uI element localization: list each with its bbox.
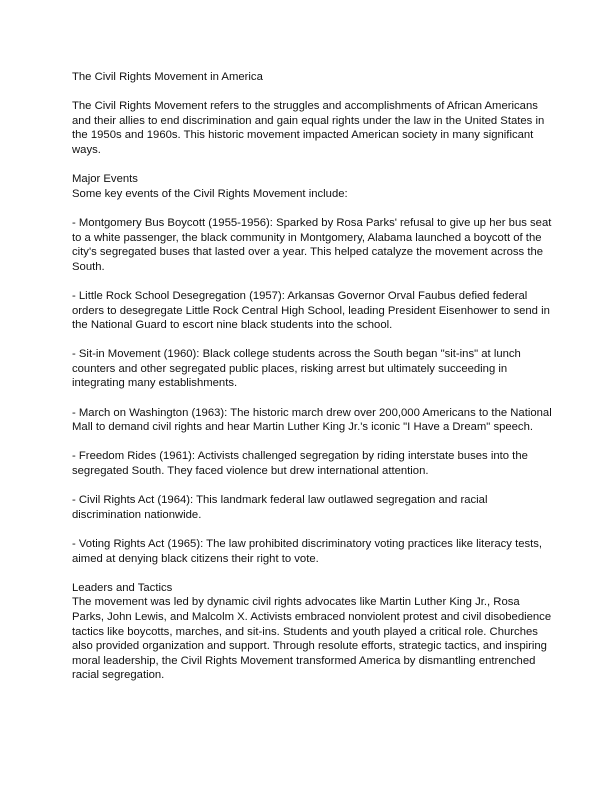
major-events-lead: Some key events of the Civil Rights Movement include: (72, 187, 348, 200)
paragraph-spacer (72, 201, 552, 216)
paragraph-spacer (72, 333, 552, 348)
event-item-line: discrimination nationwide. (72, 508, 202, 521)
event-item-line: segregated South. They faced violence but drew international attention. (72, 465, 429, 478)
leaders-paragraph-line: Parks, John Lewis, and Malcolm X. Activists embraced nonviolent protest and civil disobedience (72, 610, 552, 623)
event-item-line: - Voting Rights Act (1965): The law prohibited discriminatory voting practices like literacy tests, (72, 538, 543, 550)
event-item-line: - Montgomery Bus Boycott (1955-1956): Sparked by Rosa Parks' refusal to give up her bus seat (72, 216, 552, 229)
leaders-paragraph-line: racial segregation. (72, 669, 165, 682)
event-item-line: integrating many establishments. (72, 377, 238, 390)
section-heading-leaders-tactics: Leaders and Tactics (72, 581, 173, 594)
document-title: The Civil Rights Movement in America (72, 71, 263, 83)
event-item-line: orders to desegregate Little Rock Central High School, leading President Eisenhower to send in (72, 304, 550, 317)
paragraph-spacer (72, 479, 552, 494)
leaders-paragraph-line: The movement was led by dynamic civil rights advocates like Martin Luther King Jr., Rosa (72, 596, 520, 609)
event-item-line: counters and other segregated public places, risking arrest but ultimately succeeding in (72, 362, 508, 375)
event-item-line: the National Guard to escort nine black students into the school. (72, 319, 393, 332)
document-page (72, 70, 552, 683)
event-item-line: - Freedom Rides (1961): Activists challenged segregation by riding interstate buses into the (72, 450, 528, 463)
intro-paragraph-line: and their allies to end discrimination and gain equal rights under the law in the United States in (72, 114, 545, 127)
paragraph-spacer (72, 274, 552, 289)
paragraph-spacer (72, 158, 552, 173)
section-heading-major-events: Major Events (72, 173, 138, 186)
event-item-line: aimed at denying black citizens their right to vote. (72, 552, 319, 565)
paragraph-spacer (72, 435, 552, 450)
leaders-paragraph-line: moral leadership, the Civil Rights Movement transformed America by dismantling entrenched (72, 654, 536, 667)
leaders-paragraph-line: tactics like boycotts, marches, and sit-ins. Students and youth played a critical role. Churches (72, 625, 538, 638)
paragraph-spacer (72, 391, 552, 406)
intro-paragraph-line: ways. (72, 143, 101, 156)
event-item-line: Mall to demand civil rights and hear Martin Luther King Jr.'s iconic "I Have a Dream" speech. (72, 421, 534, 434)
event-item-line: city's segregated buses that lasted over a year. This helped catalyze the movement across the (72, 246, 544, 259)
paragraph-spacer (72, 85, 552, 100)
event-item-line: - Little Rock School Desegregation (1957): Arkansas Governor Orval Faubus defied federal (72, 289, 528, 302)
event-item-line: South. (72, 260, 105, 273)
intro-paragraph-line: the 1950s and 1960s. This historic movement impacted American society in many significant (72, 129, 534, 142)
event-item-line: - March on Washington (1963): The historic march drew over 200,000 Americans to the National (72, 406, 552, 419)
intro-paragraph-line: The Civil Rights Movement refers to the struggles and accomplishments of African Americans (72, 100, 538, 113)
paragraph-spacer (72, 522, 552, 537)
event-item-line: - Civil Rights Act (1964): This landmark federal law outlawed segregation and racial (72, 494, 488, 507)
paragraph-spacer (72, 566, 552, 581)
event-item-line: to a white passenger, the black community in Montgomery, Alabama launched a boycott of the (72, 231, 542, 244)
leaders-paragraph-line: also provided organization and support. Through resolute efforts, strategic tactics, and inspiring (72, 640, 547, 653)
event-item-line: - Sit-in Movement (1960): Black college students across the South began "sit-ins" at lunch (72, 348, 521, 361)
